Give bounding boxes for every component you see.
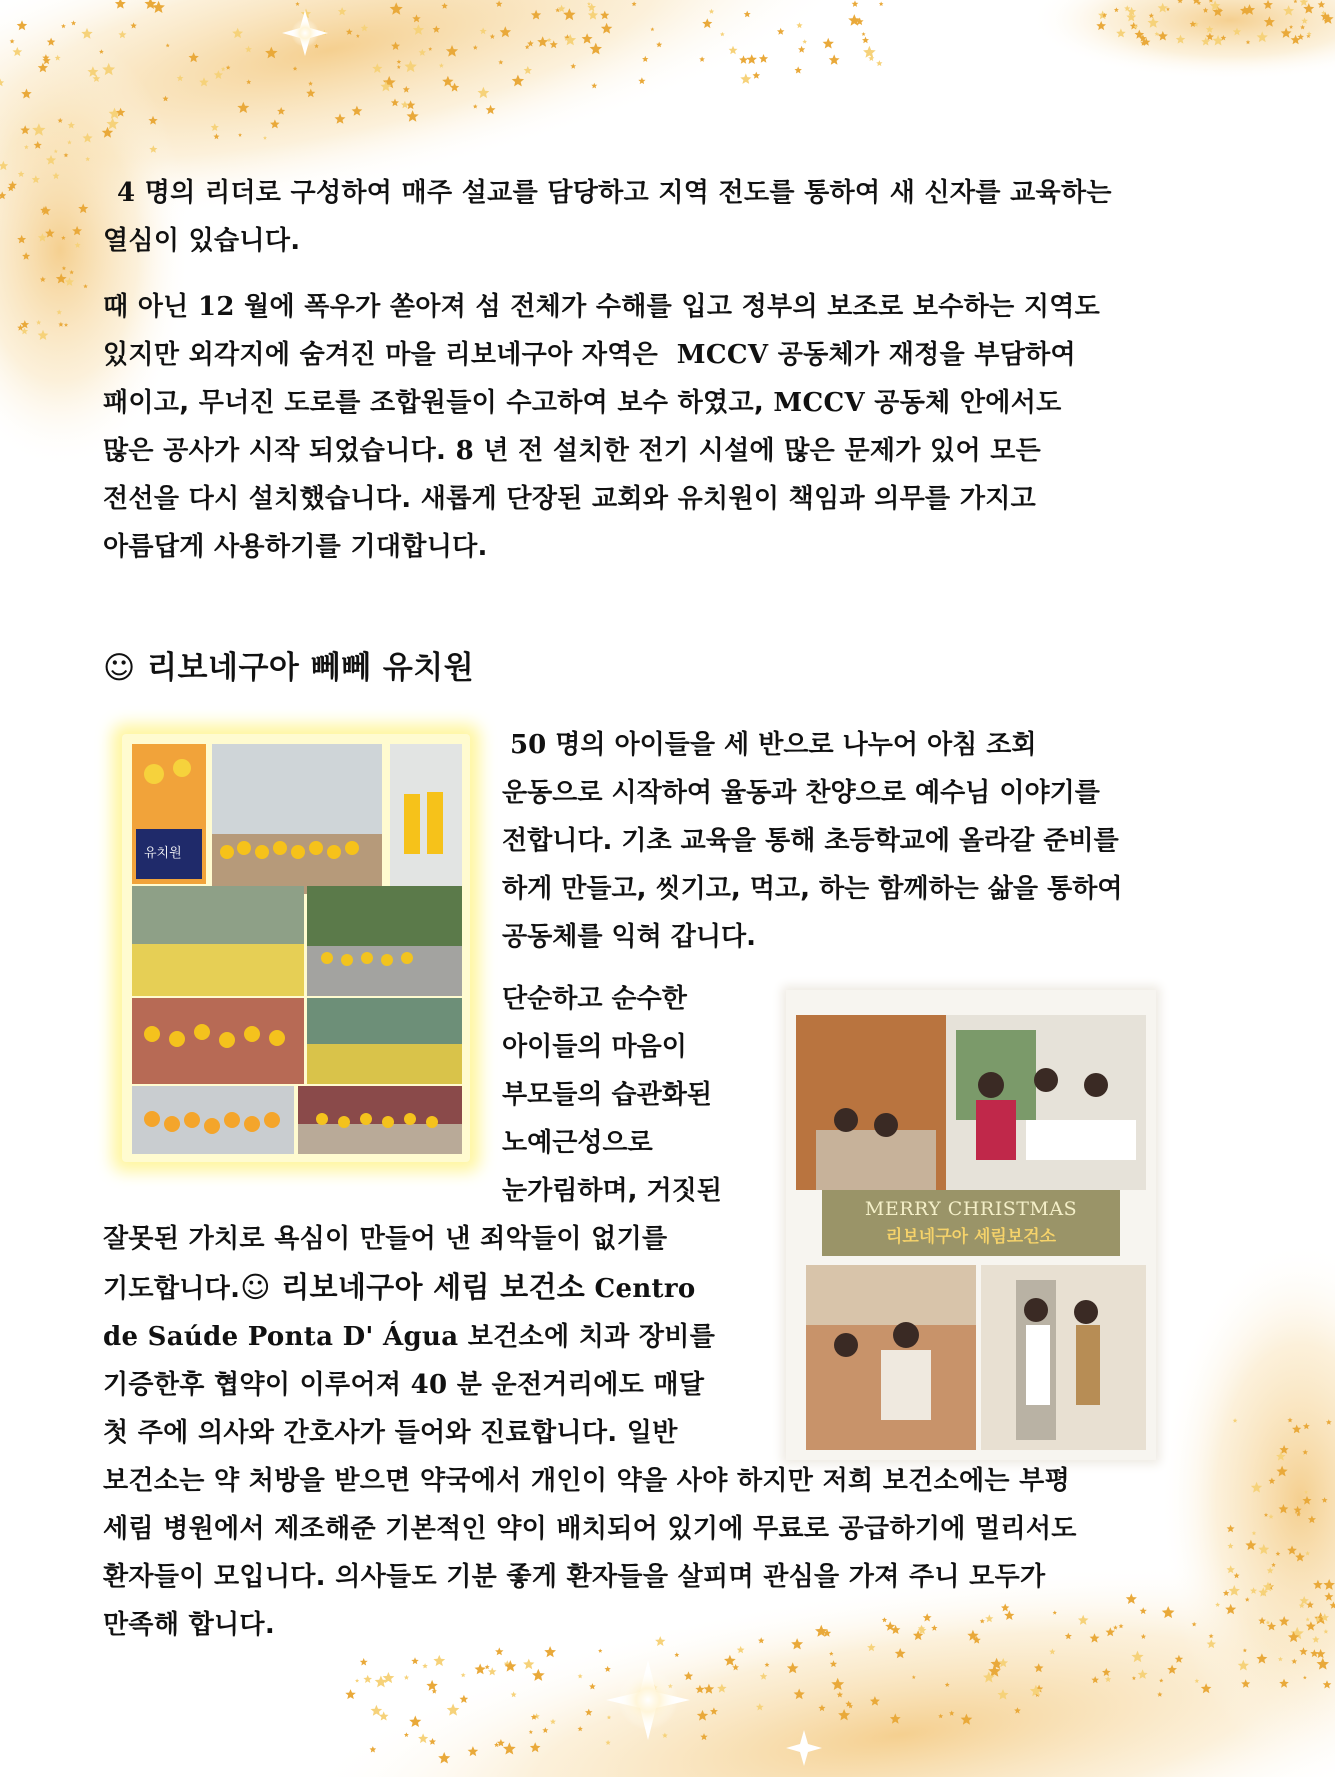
prayer-end-line [103, 1263, 1077, 1313]
clinic-latin-name-b: de Saúde Ponta D' Água [103, 1322, 459, 1352]
clinic-line: 환자들이 모입니다. 의사들도 기분 좋게 환자들을 살피며 관심을 가져 주니 모두가 [103, 1562, 1046, 1592]
star-decoration [759, 54, 768, 63]
star-decoration [461, 1673, 466, 1678]
star-decoration [485, 1664, 490, 1669]
star-decoration [363, 1675, 372, 1683]
clinic-line: 세림 병원에서 제조해준 기본적인 약이 배치되어 있기에 무료로 공급하기에 멀리서도 [103, 1514, 1077, 1544]
flood-line: 있지만 외각지에 숨겨진 마을 리보네구아 자역은 MCCV 공동체가 재정을 부담하여 [103, 340, 1076, 370]
star-decoration [411, 1657, 418, 1664]
clinic-line: 기증한후 협약이 이루어져 40 분 운전거리에도 매달 [103, 1370, 705, 1400]
clinic-line: 만족해 합니다. [103, 1610, 276, 1640]
clinic-line: 첫 주에 의사와 간호사가 들어와 진료합니다. 일반 [103, 1418, 678, 1448]
star-decoration [475, 1664, 486, 1675]
flood-line: 때 아닌 12 월에 폭우가 쏟아져 섬 전체가 수해를 입고 정부의 보조로 보수하는 지역도 [103, 292, 1101, 322]
star-decoration [753, 72, 761, 79]
star-decoration [360, 1658, 368, 1666]
clinic-line-rest: 보건소에 치과 장비를 [458, 1322, 716, 1352]
star-decoration [829, 54, 840, 64]
star-decoration [379, 1711, 389, 1720]
prayer-line: 부모들의 습관화된 [502, 1080, 712, 1110]
prayer-end: 기도합니다. [103, 1274, 241, 1304]
kindergarten-line: 공동체를 익혀 갑니다. [502, 922, 757, 952]
star-decoration [404, 1675, 409, 1680]
kindergarten-line: 50 명의 아이들을 세 반으로 나누어 아침 조회 [510, 730, 1037, 760]
star-decoration [345, 1689, 356, 1699]
kindergarten-line: 운동으로 시작하여 율동과 찬양으로 예수님 이야기를 [502, 778, 1100, 808]
clinic-heading: ☺ 리보네구아 세림 보건소 [240, 1270, 586, 1304]
star-decoration [371, 1705, 383, 1716]
photo-shirt-text: 유치원 [144, 846, 182, 861]
star-decoration [426, 1680, 437, 1691]
star-decoration [795, 66, 802, 73]
banner-korean-text: 리보네구아 세림보건소 [885, 1227, 1057, 1247]
clinic-latin-name-a: Centro [594, 1274, 696, 1304]
star-decoration [823, 38, 834, 49]
clinic-line [103, 1313, 1077, 1361]
star-decoration [798, 46, 805, 53]
star-decoration [802, 39, 807, 43]
star-decoration [355, 1679, 359, 1683]
prayer-narrow-column [502, 975, 722, 1215]
star-decoration [433, 1655, 445, 1666]
intro-paragraph [103, 169, 1112, 265]
clinic-line: 보건소는 약 처방을 받으면 약국에서 개인이 약을 사야 하지만 저희 보건소에는 부평 [103, 1466, 1071, 1496]
prayer-line: 노예근성으로 [502, 1128, 653, 1158]
prayer-and-clinic-intro [103, 1215, 1077, 1649]
star-decoration [868, 55, 874, 61]
intro-line: 4 명의 리더로 구성하여 매주 설교를 담당하고 지역 전도를 통하여 새 신자를 교육하는 [117, 178, 1112, 208]
star-decoration [862, 37, 869, 44]
flood-line: 패이고, 무너진 도로를 조합원들이 수고하여 보수 하였고, MCCV 공동체 안에서도 [103, 388, 1062, 418]
flood-paragraph [103, 283, 1100, 571]
star-decoration [488, 1667, 497, 1675]
star-decoration [852, 0, 859, 7]
flood-line: 전선을 다시 설치했습니다. 새롭게 단장된 교회와 유치원이 책임과 의무를 가지고 [103, 484, 1037, 514]
star-decoration [876, 60, 882, 66]
kindergarten-paragraph [502, 721, 1122, 961]
prayer-line: 단순하고 순수한 [502, 984, 687, 1014]
flood-line: 아름답게 사용하기를 기대합니다. [103, 532, 488, 562]
prayer-wide-line: 잘못된 가치로 욕심이 만들어 낸 죄악들이 없기를 [103, 1224, 668, 1254]
kindergarten-heading: ☺ 리보네구아 뻬뻬 유치원 [103, 650, 475, 686]
star-decoration [422, 1663, 428, 1668]
star-decoration [862, 32, 866, 36]
star-decoration [879, 2, 884, 7]
flood-line: 많은 공사가 시작 되었습니다. 8 년 전 설치한 전기 시설에 많은 문제가 있어 모든 [103, 436, 1042, 466]
banner-english-text: MERRY CHRISTMAS [864, 1198, 1078, 1220]
star-decoration [863, 46, 876, 58]
kindergarten-photo-collage [122, 734, 470, 1162]
kindergarten-line: 하게 만들고, 씻기고, 먹고, 하는 함께하는 삶을 통하여 [502, 874, 1123, 904]
kindergarten-line: 전합니다. 기초 교육을 통해 초등학교에 올라갈 준비를 [502, 826, 1119, 856]
prayer-line: 눈가림하며, 거짓된 [502, 1176, 722, 1206]
intro-line: 열심이 있습니다. [103, 226, 301, 256]
prayer-line: 아이들의 마음이 [502, 1032, 687, 1062]
star-decoration [740, 73, 751, 84]
